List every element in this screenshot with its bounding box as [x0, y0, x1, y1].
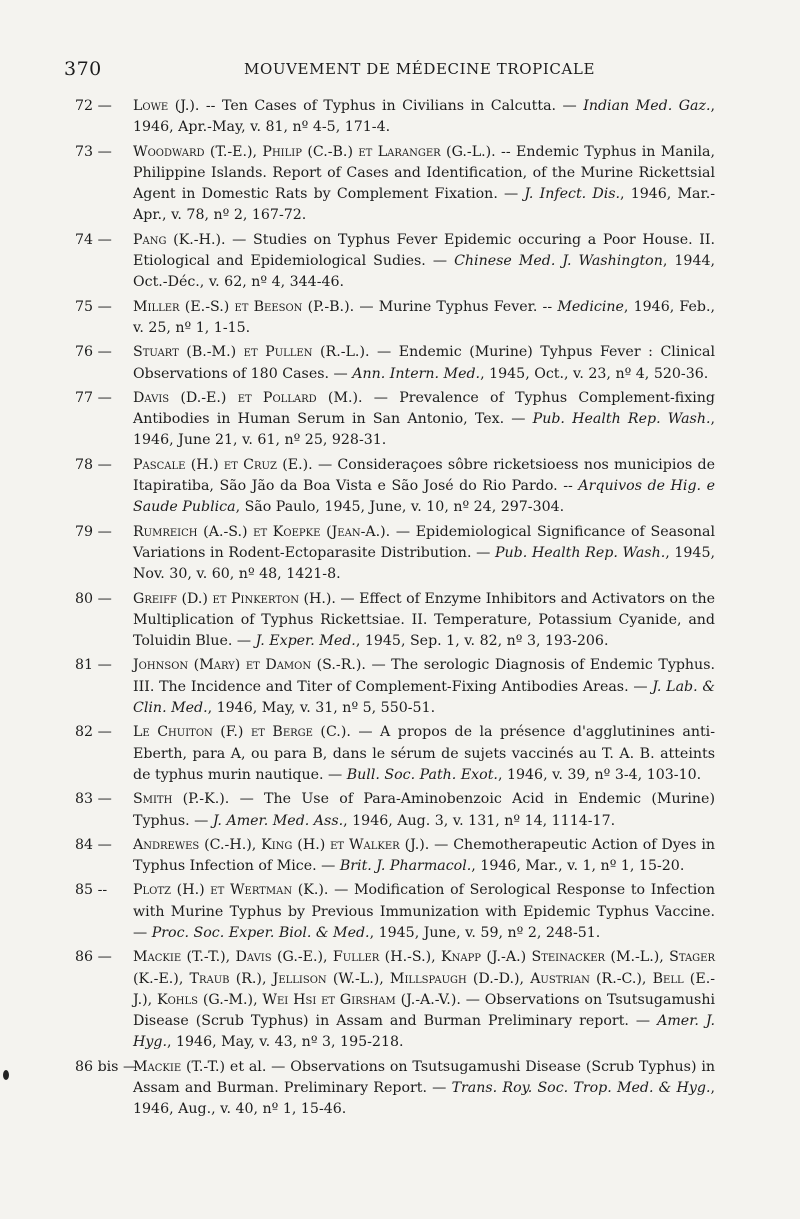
entry-authors: Woodward (T.-E.), Philip (C.-B.) et Laranger (G.-L.).	[133, 143, 496, 160]
entry-authors: Mackie (T.-T.), Davis (G.-E.), Fuller (H.-S.), Knapp (J.-A.) Steinacker (M.-L.), Stager (K.-E.), Traub (R.), Jellison (W.-L.), Millspaugh (D.-D.), Austrian (R.-C.), Bell (E.-J.), Kohls (G.-M.), Wei Hsi et Girsham (J.-A.-V.).	[133, 949, 715, 1008]
bibliography-entry	[75, 342, 715, 385]
bibliography-entry	[75, 388, 715, 452]
entry-authors: Plotz (H.) et Wertman (K.).	[133, 882, 329, 899]
entry-number: 75 —	[75, 298, 112, 315]
entry-number: 77 —	[75, 389, 112, 406]
entry-citation: , 1946, Mar., v. 1, nº 1, 15-20.	[471, 858, 685, 875]
running-title: MOUVEMENT DE MÉDECINE TROPICALE	[244, 60, 595, 78]
ink-blot	[3, 1070, 9, 1080]
entry-journal: Amer. J. Hyg.	[133, 1013, 716, 1051]
entry-title: — The Use of Para-Aminobenzoic Acid in Endemic (Murine) Typhus. —	[133, 791, 715, 829]
entry-authors: Johnson (Mary) et Damon (S.-R.).	[133, 657, 366, 674]
entry-authors: Greiff (D.) et Pinkerton (H.).	[133, 590, 336, 607]
entry-citation: , 1946, Feb., v. 25, nº 1, 1-15.	[133, 298, 715, 336]
bibliography-entry	[75, 142, 715, 227]
entry-journal: J. Exper. Med.	[255, 633, 356, 650]
entry-journal: Medicine	[557, 298, 624, 315]
entry-number: 82 —	[75, 724, 112, 741]
bibliography-entry	[75, 297, 715, 340]
entry-citation: , 1946, Aug. 3, v. 131, nº 14, 1114-17.	[343, 812, 616, 829]
entry-title: -- Endemic Typhus in Manila, Philippine Islands. Report of Cases and Identification, of the Murine Rickettsial Agent in Domestic Rats by Complement Fixation. —	[133, 143, 715, 203]
page-header	[64, 58, 744, 82]
bibliography-entry	[75, 880, 715, 944]
entry-title: — Epidemiological Significance of Seasonal Variations in Rodent-Ectoparasite Distribution. —	[133, 523, 715, 561]
entry-number: 85 --	[75, 882, 108, 899]
entry-journal: J. Infect. Dis.	[524, 186, 621, 203]
entry-authors: Rumreich (A.-S.) et Koepke (Jean-A.).	[133, 523, 391, 540]
entry-journal: Brit. J. Pharmacol.	[339, 858, 472, 875]
entry-authors: Lowe (J.).	[133, 98, 200, 114]
entry-authors: Stuart (B.-M.) et Pullen (R.-L.).	[133, 344, 370, 361]
entry-citation: , 1946, Apr.-May, v. 81, nº 4-5, 171-4.	[133, 98, 715, 136]
entry-citation: , 1945, June, v. 59, nº 2, 248-51.	[369, 924, 601, 941]
bibliography-entry	[75, 655, 715, 719]
bibliography-entry	[75, 589, 715, 653]
entry-number: 84 —	[75, 836, 112, 853]
entry-citation: , São Paulo, 1945, June, v. 10, nº 24, 297-304.	[235, 499, 565, 516]
entry-number: 83 —	[75, 791, 112, 808]
entry-number: 86 bis —	[75, 1058, 138, 1075]
entry-title: — Observations on Tsutsugamushi Disease (Scrub Typhus) in Assam and Burman Preliminary report. —	[133, 991, 716, 1030]
entry-title: — The serologic Diagnosis of Endemic Typhus. III. The Incidence and Titer of Complement-Fixing Antibodies Areas. —	[133, 657, 715, 695]
entry-citation: , 1944, Oct.-Déc., v. 62, nº 4, 344-46.	[133, 253, 716, 291]
entry-citation: , 1945, Oct., v. 23, nº 4, 520-36.	[480, 365, 709, 382]
bibliography-entry	[75, 455, 715, 519]
entry-title: — Studies on Typhus Fever Epidemic occuring a Poor House. II. Etiological and Epidemiological Sudies. —	[133, 231, 715, 270]
entry-number: 72 —	[75, 98, 112, 114]
entry-title: — A propos de la présence d'agglutinines anti-Eberth, para A, ou para B, dans le sérum de sujets vaccinés au T. A. B. atteints de typhus murin nautique. —	[133, 724, 715, 783]
entry-title: — Consideraçoes sôbre ricketsioess nos municipios de Itapiratiba, São Jão da Boa Vista e São José do Rio Pardo. --	[133, 456, 716, 495]
entry-journal: Ann. Intern. Med.	[352, 365, 481, 382]
entry-title: — Prevalence of Typhus Complement-fixing Antibodies in Human Serum in San Antonio, Tex. —	[133, 389, 715, 428]
entry-citation: , 1945, Nov. 30, v. 60, nº 48, 1421-8.	[133, 544, 716, 583]
bibliography-entry	[75, 1057, 715, 1121]
entry-number: 74 —	[75, 231, 112, 248]
entry-citation: , 1946, Mar.-Apr., v. 78, nº 2, 167-72.	[133, 186, 715, 224]
entry-journal: Pub. Health Rep. Wash.	[532, 411, 711, 428]
entry-journal: Bull. Soc. Path. Exot.	[346, 766, 498, 783]
entry-title: — Modification of Serological Response to Infection with Murine Typhus by Previous Immunization with Epidemic Typhus Vaccine. —	[133, 882, 715, 941]
entry-journal: Trans. Roy. Soc. Trop. Med. & Hyg.	[451, 1080, 711, 1097]
entry-title: — Effect of Enzyme Inhibitors and Activators on the Multiplication of Typhus Rickettsiae. II. Temperature, Potassium Cyanide, and Toluidin Blue. —	[133, 590, 715, 650]
entry-citation: , 1946, May, v. 31, nº 5, 550-51.	[207, 700, 436, 717]
entry-journal: Proc. Soc. Exper. Biol. & Med.	[151, 924, 370, 941]
entry-journal: J. Lab. & Clin. Med.	[133, 678, 716, 717]
entry-authors: Andrewes (C.-H.), King (H.) et Walker (J.).	[133, 836, 430, 853]
entry-number: 80 —	[75, 590, 112, 607]
entry-authors: Smith (P.-K.).	[133, 791, 230, 808]
bibliography-entry	[75, 522, 715, 586]
entry-title: et al. — Observations on Tsutsugamushi Disease (Scrub Typhus) in Assam and Burman. Preliminary Report. —	[133, 1058, 716, 1097]
entry-citation: , 1946, v. 39, nº 3-4, 103-10.	[497, 766, 702, 783]
entry-title: — Murine Typhus Fever. --	[354, 298, 558, 315]
entry-authors: Miller (E.-S.) et Beeson (P.-B.).	[133, 298, 355, 315]
entry-authors: Davis (D.-E.) et Pollard (M.).	[133, 389, 363, 406]
entry-citation: , 1946, Aug., v. 40, nº 1, 15-46.	[133, 1080, 715, 1118]
entry-title: — Endemic (Murine) Tyhpus Fever : Clinical Observations of 180 Cases. —	[133, 344, 716, 382]
entry-authors: Le Chuiton (F.) et Berge (C.).	[133, 724, 351, 741]
bibliography-entry	[75, 789, 715, 832]
entry-number: 81 —	[75, 657, 112, 674]
bibliography-list	[75, 96, 715, 1124]
entry-authors: Mackie (T.-T.)	[133, 1058, 226, 1075]
entry-number: 78 —	[75, 456, 112, 473]
entry-number: 79 —	[75, 523, 112, 540]
entry-title: -- Ten Cases of Typhus in Civilians in Calcutta. —	[199, 98, 584, 114]
bibliography-entry	[75, 722, 715, 786]
entry-number: 86 —	[75, 949, 112, 966]
bibliography-entry	[75, 96, 715, 139]
entry-journal: Indian Med. Gaz.	[583, 98, 711, 114]
entry-citation: , 1945, Sep. 1, v. 82, nº 3, 193-206.	[355, 633, 609, 650]
entry-journal: J. Amer. Med. Ass.	[212, 812, 344, 829]
bibliography-entry	[75, 835, 715, 878]
page-number: 370	[64, 58, 102, 80]
entry-journal: Arquivos de Hig. e Saude Publica	[133, 478, 715, 516]
entry-number: 76 —	[75, 344, 112, 361]
entry-authors: Pascale (H.) et Cruz (E.).	[133, 456, 313, 473]
entry-title: — Chemotherapeutic Action of Dyes in Typhus Infection of Mice. —	[133, 836, 715, 875]
bibliography-entry	[75, 947, 715, 1053]
entry-citation: , 1946, May, v. 43, nº 3, 195-218.	[166, 1034, 404, 1051]
bibliography-entry	[75, 230, 715, 294]
entry-citation: , 1946, June 21, v. 61, nº 25, 928-31.	[133, 411, 716, 449]
entry-journal: Chinese Med. J. Washington	[454, 253, 663, 270]
entry-authors: Pang (K.-H.).	[133, 231, 226, 248]
entry-number: 73 —	[75, 143, 112, 160]
entry-journal: Pub. Health Rep. Wash.	[494, 544, 666, 561]
